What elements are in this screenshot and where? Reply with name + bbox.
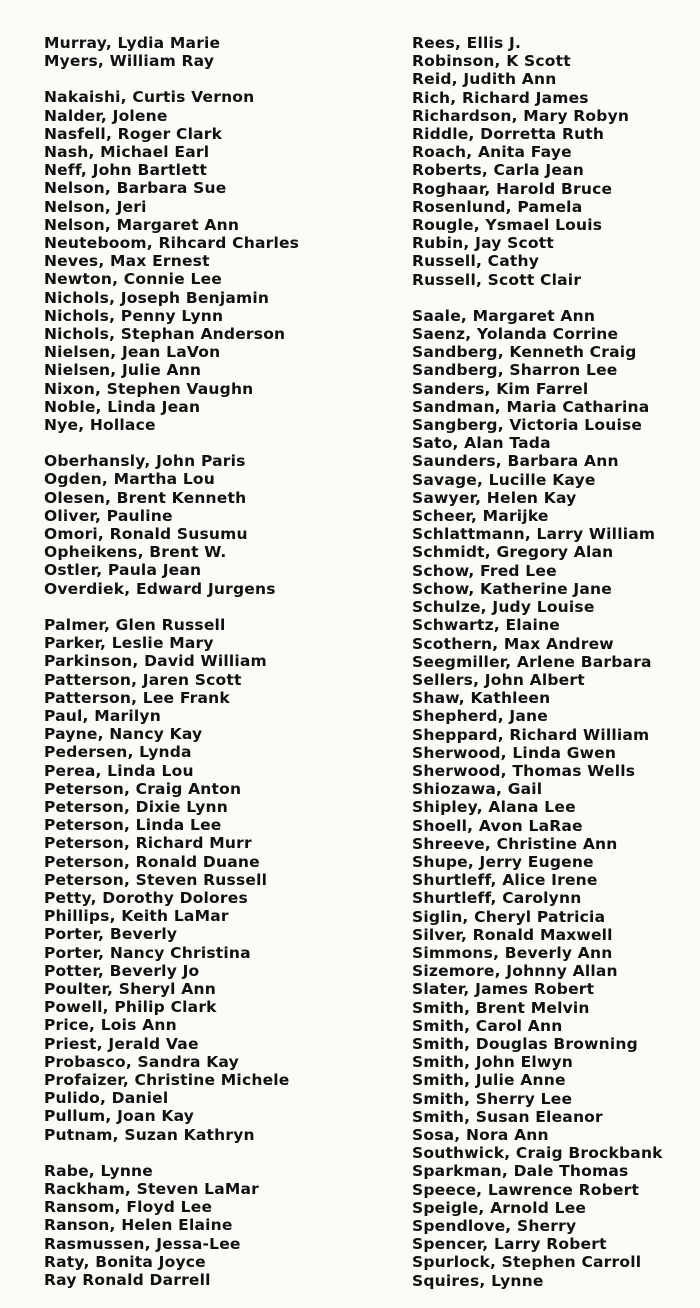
name-entry: Seegmiller, Arlene Barbara [412, 652, 652, 671]
name-entry: Paul, Marilyn [44, 706, 161, 725]
name-entry: Smith, Sherry Lee [412, 1089, 573, 1108]
name-entry: Priest, Jerald Vae [44, 1034, 199, 1053]
name-entry: Murray, Lydia Marie [44, 34, 221, 52]
name-entry: Pedersen, Lynda [44, 743, 192, 762]
name-entry: Smith, Susan Eleanor [412, 1107, 603, 1126]
name-entry: Petty, Dorothy Dolores [44, 888, 248, 907]
name-entry: Rackham, Steven LaMar [44, 1179, 260, 1198]
name-entry: Rubin, Jay Scott [412, 234, 554, 253]
name-entry: Russell, Scott Clair [412, 270, 582, 289]
name-entry: Nelson, Barbara Sue [44, 179, 227, 198]
name-entry: Smith, John Elwyn [412, 1053, 573, 1072]
name-entry: Spurlock, Stephen Carroll [412, 1253, 642, 1272]
name-entry: Opheikens, Brent W. [44, 543, 227, 562]
name-entry: Sparkman, Dale Thomas [412, 1162, 629, 1181]
name-entry: Ransom, Floyd Lee [44, 1198, 213, 1217]
name-entry: Shreeve, Christine Ann [412, 834, 618, 853]
name-entry: Squires, Lynne [412, 1271, 544, 1290]
name-entry: Phillips, Keith LaMar [44, 907, 229, 926]
name-entry: Peterson, Dixie Lynn [44, 797, 229, 816]
name-entry: Patterson, Jaren Scott [44, 670, 242, 689]
name-group [44, 452, 374, 598]
name-entry: Price, Lois Ann [44, 1016, 177, 1035]
name-entry: Omori, Ronald Susumu [44, 525, 248, 544]
name-entry: Sandberg, Kenneth Craig [412, 343, 637, 362]
name-entry: Ranson, Helen Elaine [44, 1216, 233, 1235]
name-group [412, 307, 697, 1290]
name-entry: Sato, Alan Tada [412, 434, 551, 453]
name-entry: Parkinson, David William [44, 652, 267, 671]
name-entry: Neuteboom, Rihcard Charles [44, 234, 300, 253]
name-entry: Saenz, Yolanda Corrine [412, 325, 619, 344]
name-entry: Nye, Hollace [44, 416, 156, 435]
name-entry: Nasfell, Roger Clark [44, 124, 223, 143]
name-entry: Profaizer, Christine Michele [44, 1070, 290, 1089]
name-entry: Porter, Beverly [44, 925, 178, 944]
name-entry: Oliver, Pauline [44, 506, 173, 525]
name-entry: Schow, Katherine Jane [412, 579, 612, 598]
name-group [44, 88, 374, 434]
name-entry: Schmidt, Gregory Alan [412, 543, 614, 562]
name-entry: Ray Ronald Darrell [44, 1271, 211, 1289]
name-entry: Scothern, Max Andrew [412, 634, 614, 653]
name-entry: Ogden, Martha Lou [44, 470, 215, 489]
name-entry: Sizemore, Johnny Allan [412, 962, 618, 981]
name-entry: Scheer, Marijke [412, 507, 549, 526]
name-entry: Sangberg, Victoria Louise [412, 416, 643, 435]
name-entry: Spencer, Larry Robert [412, 1235, 607, 1254]
name-entry: Rosenlund, Pamela [412, 197, 583, 216]
name-entry: Shaw, Kathleen [412, 689, 551, 708]
name-entry: Peterson, Richard Murr [44, 834, 252, 853]
name-entry: Raty, Bonita Joyce [44, 1252, 206, 1271]
name-entry: Peterson, Ronald Duane [44, 852, 260, 871]
name-entry: Riddle, Dorretta Ruth [412, 125, 605, 144]
name-entry: Noble, Linda Jean [44, 397, 201, 416]
name-entry: Spendlove, Sherry [412, 1217, 577, 1235]
name-entry: Shupe, Jerry Eugene [412, 852, 594, 871]
name-entry: Parker, Leslie Mary [44, 634, 214, 653]
name-entry: Porter, Nancy Christina [44, 943, 251, 962]
name-entry: Peterson, Craig Anton [44, 779, 242, 798]
name-entry: Speece, Lawrence Robert [412, 1180, 640, 1199]
name-entry: Nichols, Stephan Anderson [44, 325, 286, 344]
name-entry: Perea, Linda Lou [44, 761, 194, 780]
name-entry: Slater, James Robert [412, 980, 595, 999]
name-entry: Patterson, Lee Frank [44, 688, 230, 707]
name-entry: Probasco, Sandra Kay [44, 1052, 239, 1071]
name-entry: Sandman, Maria Catharina [412, 397, 650, 416]
name-entry: Neff, John Bartlett [44, 161, 208, 180]
name-entry: Savage, Lucille Kaye [412, 470, 596, 489]
name-entry: Saale, Margaret Ann [412, 306, 596, 325]
name-entry: Schulze, Judy Louise [412, 598, 595, 617]
name-group [44, 1162, 374, 1289]
name-entry: Myers, William Ray [44, 52, 215, 71]
name-entry: Ostler, Paula Jean [44, 561, 202, 580]
name-entry: Palmer, Glen Russell [44, 615, 226, 634]
name-entry: Newton, Connie Lee [44, 270, 222, 289]
name-entry: Richardson, Mary Robyn [412, 106, 630, 125]
name-entry: Nichols, Penny Lynn [44, 306, 224, 325]
name-entry: Sawyer, Helen Kay [412, 488, 577, 507]
name-entry: Russell, Cathy [412, 252, 540, 271]
name-entry: Powell, Philip Clark [44, 998, 217, 1017]
name-entry: Rabe, Lynne [44, 1161, 153, 1180]
name-group [412, 34, 697, 289]
name-entry: Schow, Fred Lee [412, 561, 557, 580]
name-entry: Sheppard, Richard William [412, 725, 650, 744]
name-entry: Shoell, Avon LaRae [412, 816, 583, 835]
name-entry: Robinson, K Scott [412, 52, 571, 71]
name-entry: Neves, Max Ernest [44, 252, 210, 271]
name-entry: Rasmussen, Jessa-Lee [44, 1234, 241, 1253]
name-entry: Silver, Ronald Maxwell [412, 925, 613, 944]
name-entry: Nakaishi, Curtis Vernon [44, 88, 255, 107]
name-entry: Shurtleff, Alice Irene [412, 871, 598, 890]
name-entry: Schlattmann, Larry William [412, 525, 656, 544]
name-entry: Nielsen, Julie Ann [44, 361, 202, 380]
name-entry: Nash, Michael Earl [44, 143, 210, 162]
name-entry: Smith, Brent Melvin [412, 998, 590, 1017]
name-entry: Schwartz, Elaine [412, 616, 560, 635]
name-group [44, 616, 374, 1144]
name-entry: Simmons, Beverly Ann [412, 943, 613, 962]
name-entry: Potter, Beverly Jo [44, 961, 200, 980]
name-entry: Peterson, Linda Lee [44, 816, 222, 835]
name-entry: Shurtleff, Carolynn [412, 889, 582, 908]
name-entry: Sanders, Kim Farrel [412, 379, 589, 398]
name-entry: Shepherd, Jane [412, 707, 548, 726]
name-entry: Saunders, Barbara Ann [412, 452, 619, 471]
name-entry: Pulido, Daniel [44, 1089, 169, 1108]
name-entry: Siglin, Cheryl Patricia [412, 907, 606, 926]
name-entry: Smith, Carol Ann [412, 1016, 563, 1035]
name-group [44, 34, 374, 70]
name-entry: Rees, Ellis J. [412, 34, 522, 52]
name-entry: Reid, Judith Ann [412, 70, 557, 89]
name-entry: Nalder, Jolene [44, 106, 168, 125]
name-entry: Overdiek, Edward Jurgens [44, 579, 276, 598]
left-column [44, 34, 374, 1307]
name-entry: Sandberg, Sharron Lee [412, 361, 618, 380]
right-column [412, 34, 697, 1308]
name-entry: Nielsen, Jean LaVon [44, 343, 221, 362]
name-entry: Rich, Richard James [412, 88, 589, 107]
name-entry: Putnam, Suzan Kathryn [44, 1125, 255, 1144]
name-entry: Pullum, Joan Kay [44, 1107, 195, 1126]
name-entry: Peterson, Steven Russell [44, 870, 268, 889]
name-entry: Sosa, Nora Ann [412, 1125, 549, 1144]
name-entry: Roach, Anita Faye [412, 143, 572, 162]
name-entry: Shipley, Alana Lee [412, 798, 576, 817]
name-entry: Speigle, Arnold Lee [412, 1198, 587, 1217]
name-entry: Roberts, Carla Jean [412, 161, 584, 180]
name-entry: Roghaar, Harold Bruce [412, 179, 613, 198]
name-entry: Oberhansly, John Paris [44, 452, 246, 471]
name-entry: Rougle, Ysmael Louis [412, 216, 603, 235]
name-entry: Sherwood, Linda Gwen [412, 743, 617, 762]
name-entry: Nelson, Margaret Ann [44, 215, 240, 234]
name-entry: Sellers, John Albert [412, 670, 585, 689]
name-entry: Olesen, Brent Kenneth [44, 488, 247, 507]
name-entry: Nixon, Stephen Vaughn [44, 379, 254, 398]
name-entry: Poulter, Sheryl Ann [44, 979, 216, 998]
name-entry: Sherwood, Thomas Wells [412, 761, 636, 780]
name-entry: Smith, Julie Anne [412, 1071, 566, 1090]
name-entry: Payne, Nancy Kay [44, 725, 203, 744]
name-entry: Southwick, Craig Brockbank [412, 1144, 663, 1163]
name-entry: Smith, Douglas Browning [412, 1034, 638, 1053]
name-entry: Nelson, Jeri [44, 197, 147, 216]
name-entry: Shiozawa, Gail [412, 780, 543, 799]
name-entry: Nichols, Joseph Benjamin [44, 288, 270, 307]
